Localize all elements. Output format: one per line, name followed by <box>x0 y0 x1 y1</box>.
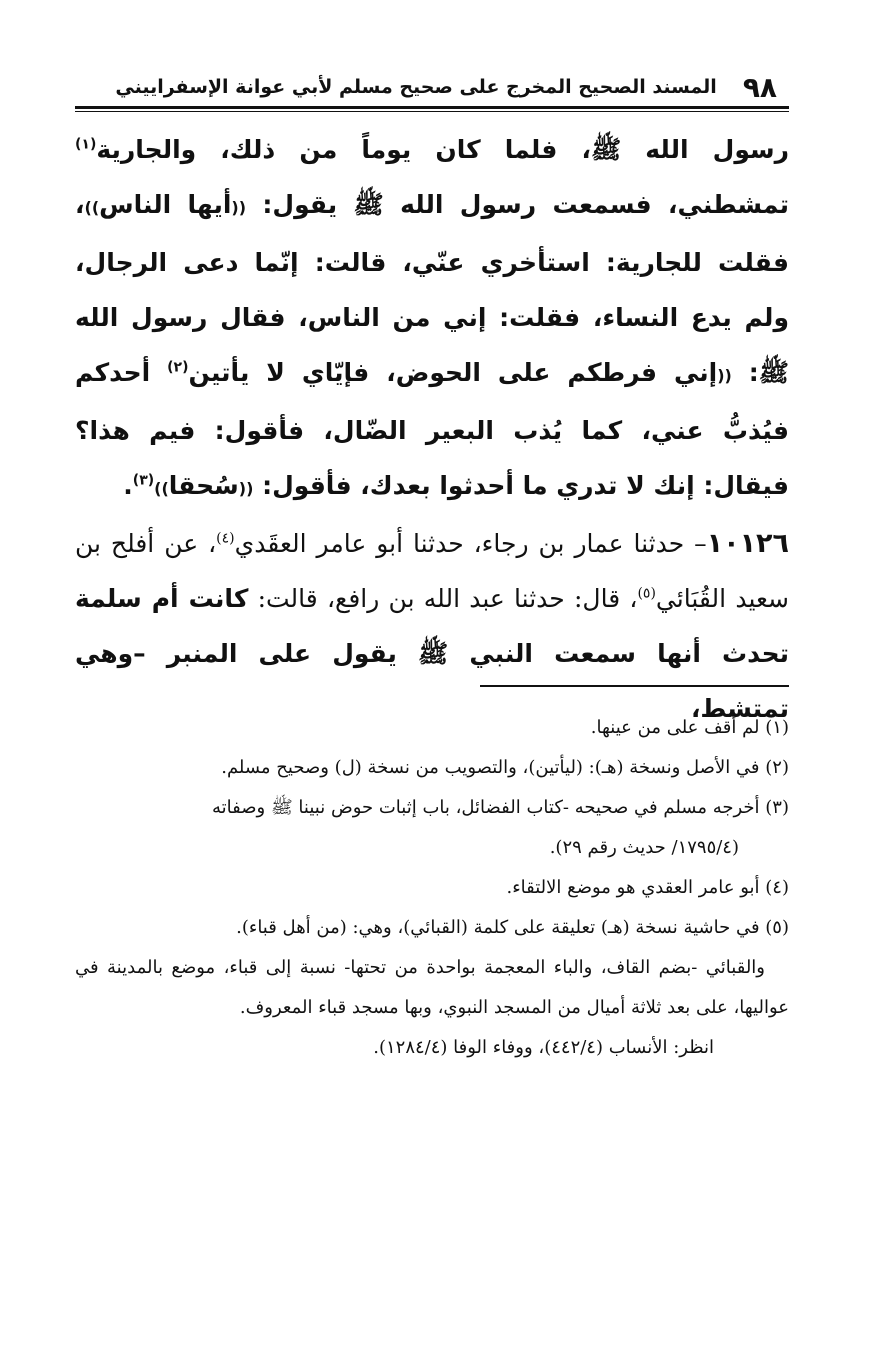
text-run: . <box>123 471 133 500</box>
footnote-5-references: انظر: الأنساب (٤٤٢/٤)، ووفاء الوفا (١٢٨٤/٤). <box>373 1037 714 1058</box>
prophetic-quote: إني فرطكم على الحوض، فإيّاي لا يأتين <box>188 358 718 387</box>
hadith-paragraph <box>75 516 789 736</box>
running-header-title: المسند الصحيح المخرج على صحيح مسلم لأبي عوانة الإسفراييني <box>115 76 717 98</box>
paragraph-continuation <box>75 122 789 516</box>
quote-open: (( <box>231 198 247 217</box>
quote-close: )) <box>154 479 169 498</box>
footnote-5: (٥) في حاشية نسخة (هـ) تعليقة على كلمة (القبائي)، وهي: (من أهل قباء). <box>236 917 789 938</box>
footnote-3-continuation: (١٧٩٥/٤/ حديث رقم ٢٩). <box>549 837 739 858</box>
main-text <box>75 122 789 736</box>
matn-text: كانت أم سلمة تحدث أنها سمعت النبي ﷺ يقول على المنبر –وهي تمتشط، <box>75 584 789 723</box>
footnote-ref-2[interactable]: (٢) <box>167 359 189 376</box>
footnote-3: (٣) أخرجه مسلم في صحيحه -كتاب الفضائل، باب إثبات حوض نبينا ﷺ وصفاته <box>212 797 789 818</box>
footnote-ref-4[interactable]: (٤) <box>216 530 235 547</box>
text-run: ، فقلت للجارية: استأخري عنّي، قالت: إنّما دعى الرجال، ولم يدع النساء، فقلت: إني من الناس، فقال رسول الله ﷺ: <box>75 190 789 387</box>
footnote-1: (١) لم أقف على من عينها. <box>590 717 789 738</box>
isnad-text: ، عن أفلح بن سعيد القُبَائي <box>75 529 789 613</box>
quote-open: (( <box>717 366 732 385</box>
prophetic-quote: أيها الناس <box>99 190 232 219</box>
footnote-4: (٤) أبو عامر العقدي هو موضع الالتقاء. <box>506 877 789 898</box>
footnotes <box>75 708 789 1068</box>
isnad-text: – حدثنا عمار بن رجاء، حدثنا أبو عامر العقَدي <box>234 529 707 558</box>
text-run: رسول الله ﷺ، فلما كان يوماً من ذلك، والجارية <box>96 135 789 164</box>
text-run: أحدكم فيُذبُّ عني، كما يُذب البعير الضّال، فأقول: فيم هذا؟ فيقال: إنك لا تدري ما أحدثوا بعدك، فأقول: <box>75 358 789 500</box>
page-number: ٩٨ <box>742 70 777 104</box>
running-header <box>75 70 789 104</box>
footnote-separator <box>480 685 789 687</box>
footnote-ref-1[interactable]: (١) <box>75 136 97 153</box>
header-rule-thin <box>75 111 789 112</box>
quote-close: )) <box>84 198 100 217</box>
isnad-text: ، قال: حدثنا عبد الله بن رافع، قالت: <box>248 584 638 613</box>
text-run: تمشطني، فسمعت رسول الله ﷺ يقول: <box>246 190 789 219</box>
hadith-number: ١٠١٢٦ <box>706 528 790 559</box>
prophetic-quote: سُحقا <box>168 471 239 500</box>
header-rule <box>75 106 789 109</box>
footnote-2: (٢) في الأصل ونسخة (هـ): (ليأتين)، والتصويب من نسخة (ل) وصحيح مسلم. <box>221 757 789 778</box>
footnote-ref-3[interactable]: (٣) <box>132 472 155 489</box>
footnote-ref-5[interactable]: (٥) <box>637 585 656 602</box>
footnote-5-explanation: والقبائي -بضم القاف، والباء المعجمة بواحدة من تحتها- نسبة إلى قباء، موضع بالمدينة في عواليها، على بعد ثلاثة أميال من المسجد النبوي، وبها مسجد قباء المعروف. <box>75 957 789 1018</box>
quote-open: (( <box>238 479 254 498</box>
